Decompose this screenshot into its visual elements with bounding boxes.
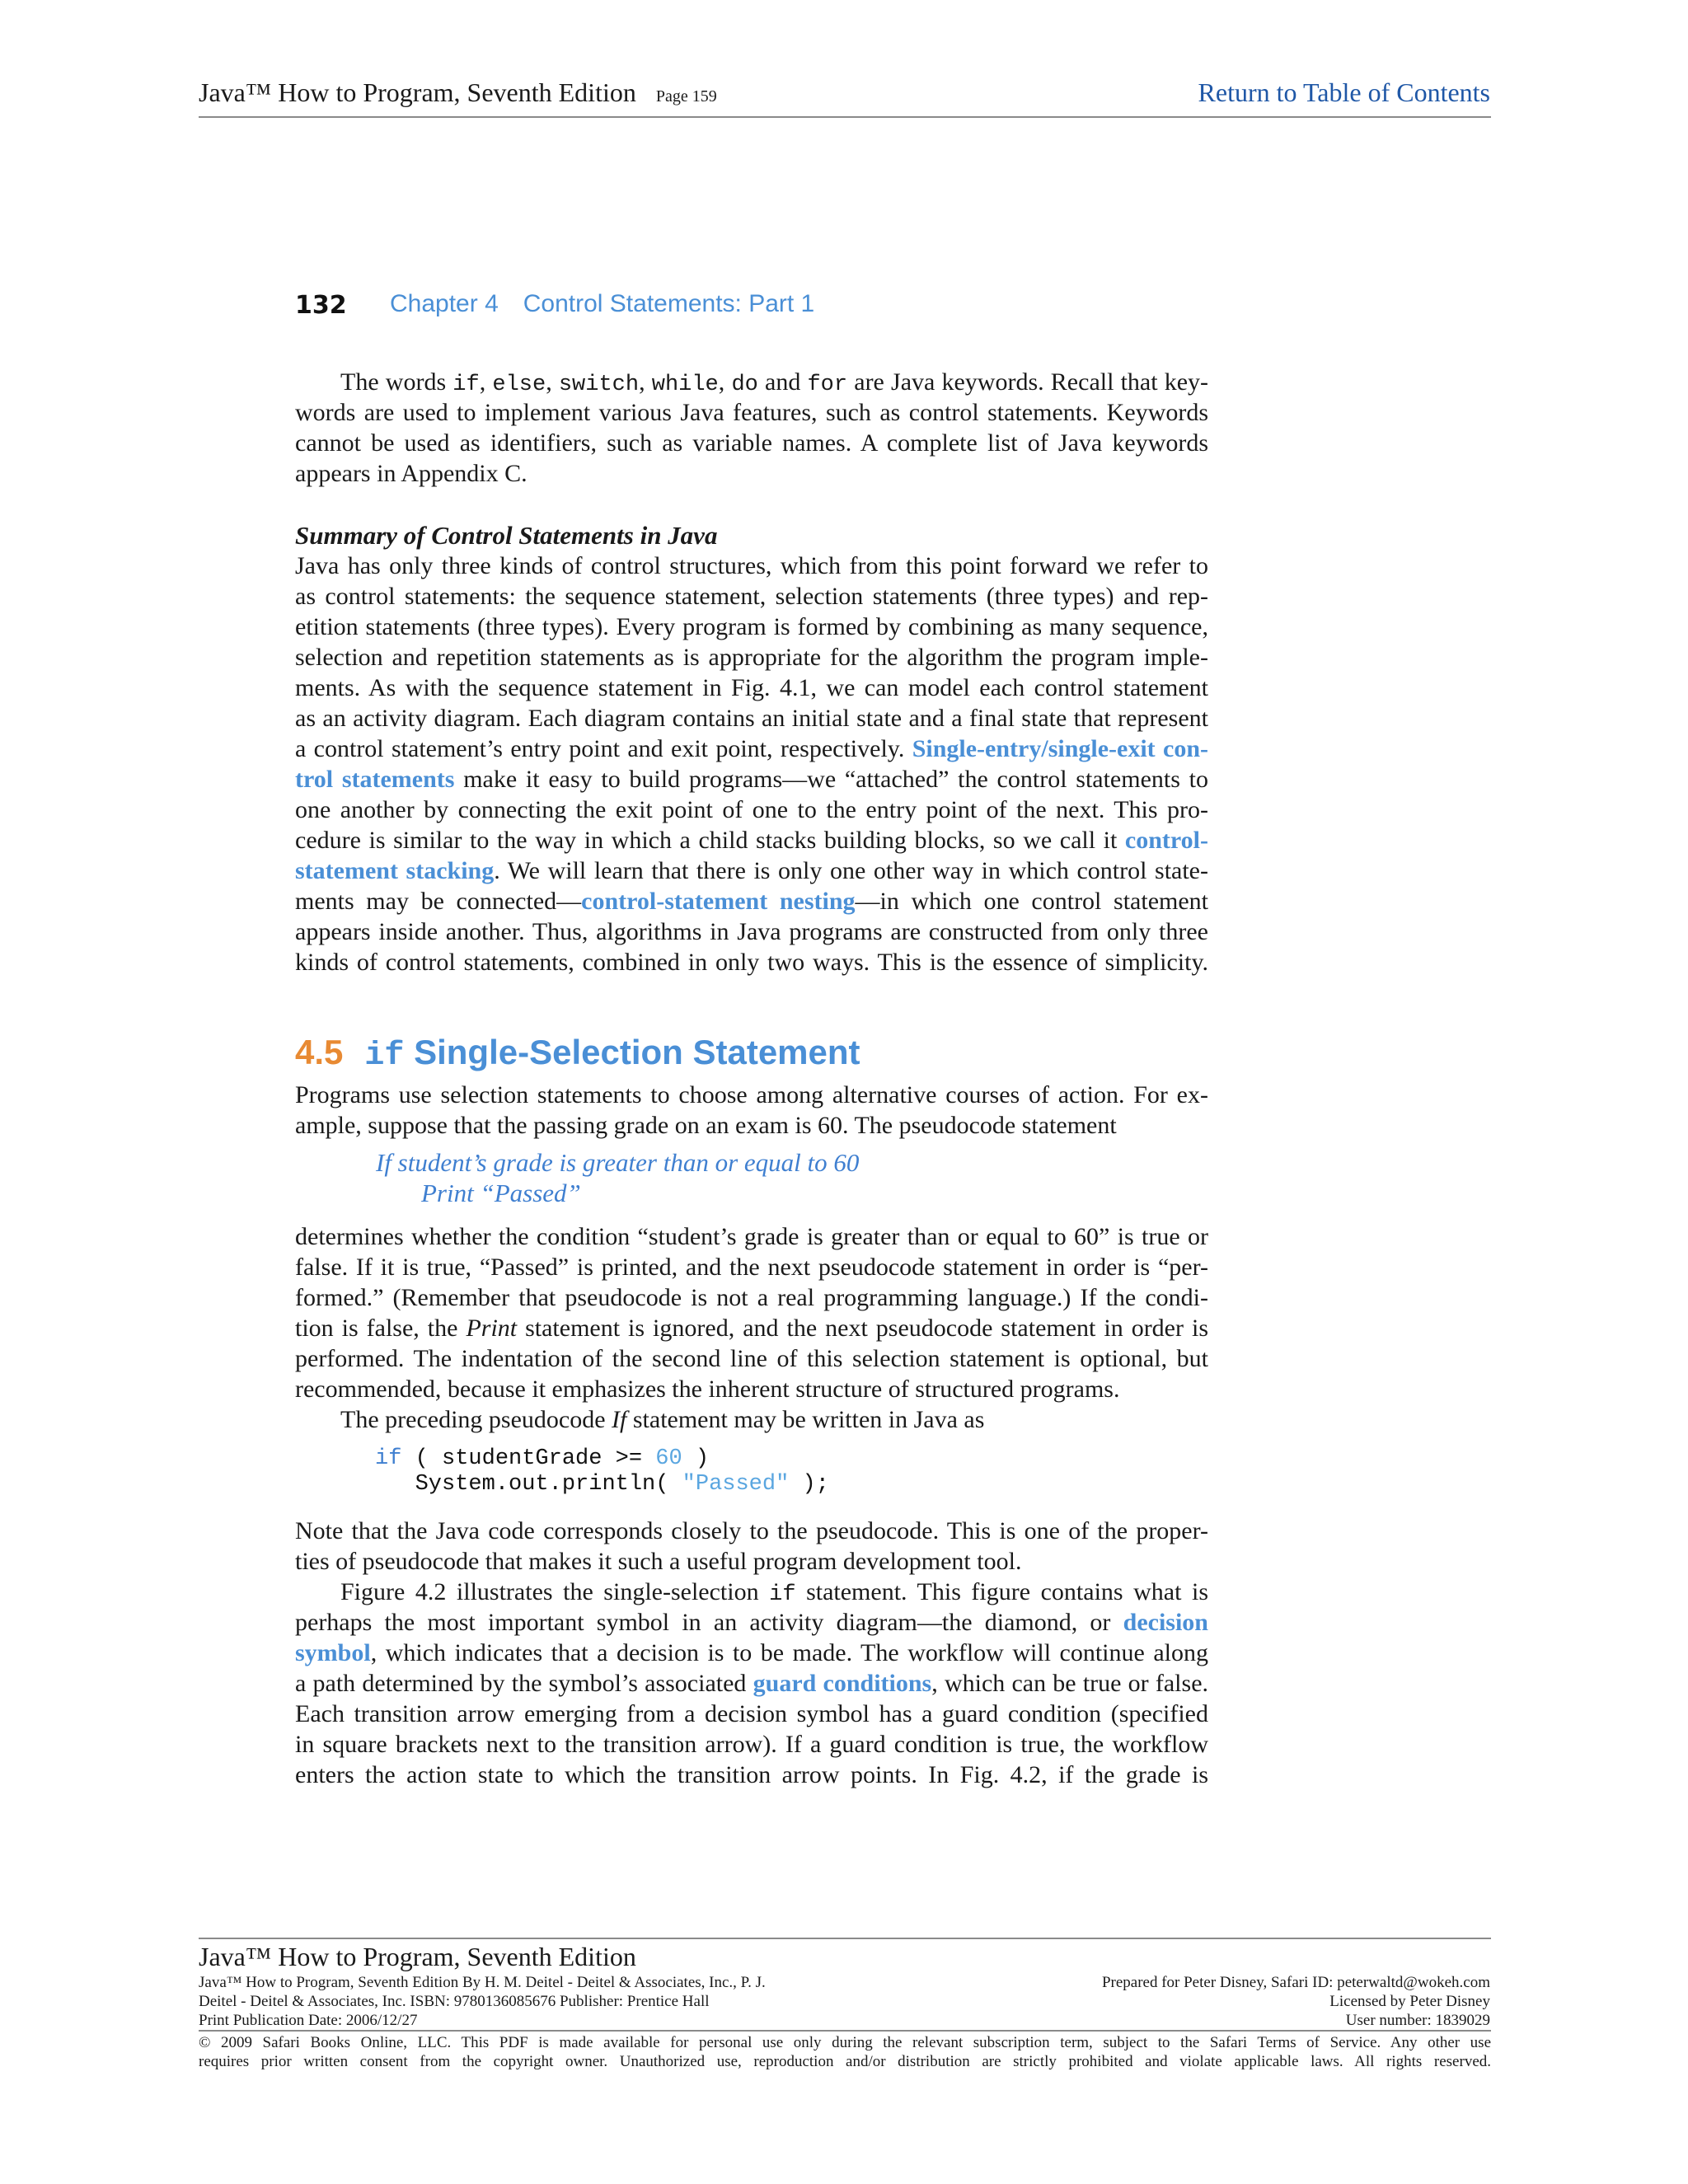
section-number: 4.5: [295, 1033, 344, 1071]
text-line: Java has only three kinds of control structures, which from this point forward we refer to: [295, 552, 1208, 579]
chapter-running-head: [390, 290, 814, 318]
text-line: Each transition arrow emerging from a decision symbol has a guard condition (specified: [295, 1700, 1208, 1727]
term-statement-stacking: statement stacking: [295, 857, 495, 884]
text-line: ample, suppose that the passing grade on an exam is 60. The pseudocode statement: [295, 1112, 1117, 1139]
text-line: Figure 4.2 illustrates the single-selection if statement. This figure contains what is: [340, 1578, 1208, 1607]
text-line: tion is false, the Print statement is ignored, and the next pseudocode statement in order is: [295, 1315, 1208, 1342]
footer-legal-line: requires prior written consent from the copyright owner. Unauthorized use, reproduction and/or distribution are strictly prohibited and violate applicable laws. All rights reserved.: [199, 2053, 1491, 2070]
text-line: false. If it is true, “Passed” is printed, and the next pseudocode statement in order is “per-: [295, 1254, 1208, 1281]
code-line-1: if ( studentGrade >= 60 ): [375, 1446, 710, 1471]
determines-paragraph: [295, 1221, 1208, 1435]
summary-paragraph: [295, 551, 1208, 977]
text-line: formed.” (Remember that pseudocode is not a real programming language.) If the condi-: [295, 1284, 1208, 1311]
footer-line: Print Publication Date: 2006/12/27: [199, 2012, 418, 2029]
footer-publication-info: [199, 1973, 766, 2030]
figure-paragraph: [295, 1577, 1208, 1790]
term-control-statement-nesting: control-statement nesting: [581, 888, 856, 915]
term-control-statement-stacking: control-: [1124, 827, 1208, 854]
text-line: enters the action state to which the transition arrow points. In Fig. 4.2, if the grade is: [295, 1761, 1208, 1788]
return-to-toc-link[interactable]: Return to Table of Contents: [1198, 77, 1490, 107]
term-decision: decision: [1123, 1609, 1208, 1636]
text-line: The preceding pseudocode If statement may be written in Java as: [340, 1406, 985, 1433]
footer-line: Java™ How to Program, Seventh Edition By H. M. Deitel - Deitel & Associates, Inc., P. J.: [199, 1974, 766, 1991]
section-code-word: if: [364, 1038, 405, 1075]
text-line: kinds of control statements, combined in only two ways. This is the essence of simplicity.: [295, 949, 1208, 976]
text-line: Programs use selection statements to choose among alternative courses of action. For ex-: [295, 1081, 1208, 1108]
note-paragraph: [295, 1516, 1208, 1577]
footer-copyright: [199, 2033, 1491, 2071]
book-page-number: 132: [295, 291, 347, 320]
text-line: etition statements (three types). Every program is formed by combining as many sequence,: [295, 613, 1208, 640]
footer-license-info: [1102, 1973, 1490, 2030]
header-title-text: Java™ How to Program, Seventh Edition: [199, 77, 636, 107]
section-title: Single-Selection Statement: [404, 1033, 860, 1071]
term-guard-conditions: guard conditions: [753, 1670, 932, 1697]
footer-line: Licensed by Peter Disney: [1329, 1993, 1490, 2010]
chapter-label: Chapter 4: [390, 290, 499, 317]
text-line: ties of pseudocode that makes it such a useful program development tool.: [295, 1548, 1022, 1575]
footer-book-title: Java™ How to Program, Seventh Edition: [199, 1942, 636, 1971]
term-control-statements: trol statements: [295, 766, 455, 793]
text-line: one another by connecting the exit point of one to the entry point of the next. This pro-: [295, 796, 1208, 823]
text-line: appears in Appendix C.: [295, 460, 528, 487]
text-line: as an activity diagram. Each diagram contains an initial state and a final state that represent: [295, 705, 1208, 732]
text-line: perhaps the most important symbol in an activity diagram—the diamond, or decision: [295, 1609, 1208, 1636]
text-line: in square brackets next to the transition arrow). If a guard condition is true, the workflow: [295, 1731, 1208, 1758]
text-line: selection and repetition statements as is appropriate for the algorithm the program imple-: [295, 644, 1208, 671]
text-line: statement stacking. We will learn that there is only one other way in which control state-: [295, 857, 1208, 884]
footer-line: User number: 1839029: [1345, 2012, 1490, 2029]
section-heading: [295, 1033, 860, 1075]
header-divider: [199, 116, 1491, 118]
text-line: appears inside another. Thus, algorithms in Java programs are constructed from only three: [295, 918, 1208, 945]
term-single-entry-exit: Single-entry/single-exit con-: [912, 735, 1209, 762]
footer-line: Prepared for Peter Disney, Safari ID: peterwaltd@wokeh.com: [1101, 1974, 1490, 1991]
footer-line: Deitel - Deitel & Associates, Inc. ISBN: 9780136085676 Publisher: Prentice Hall: [199, 1993, 710, 2010]
text-line: ments. As with the sequence statement in Fig. 4.1, we can model each control statement: [295, 674, 1208, 701]
text-line: ments may be connected—control-statement nesting—in which one control statement: [295, 888, 1208, 915]
text-line: a path determined by the symbol’s associated guard conditions, which can be true or false.: [295, 1670, 1209, 1697]
text-line: cannot be used as identifiers, such as variable names. A complete list of Java keywords: [295, 429, 1208, 457]
footer-divider-bottom: [199, 2030, 1491, 2032]
text-line: recommended, because it emphasizes the inherent structure of structured programs.: [295, 1376, 1120, 1403]
text-line: performed. The indentation of the second line of this selection statement is optional, but: [295, 1345, 1208, 1372]
code-line-2: System.out.println( "Passed" );: [375, 1472, 829, 1497]
text-line: cedure is similar to the way in which a child stacks building blocks, so we call it control-: [295, 827, 1208, 854]
chapter-title: Control Statements: Part 1: [523, 290, 815, 317]
term-symbol: symbol: [295, 1639, 371, 1666]
header-page-label: Page 159: [655, 87, 717, 105]
text-line: as control statements: the sequence statement, selection statements (three types) and rep-: [295, 583, 1208, 610]
keywords-paragraph: [295, 367, 1208, 489]
header-book-title: [199, 77, 717, 108]
text-line: The words if, else, switch, while, do and for are Java keywords. Recall that key-: [340, 368, 1209, 397]
text-line: Note that the Java code corresponds closely to the pseudocode. This is one of the proper-: [295, 1517, 1208, 1544]
text-line: trol statements make it easy to build programs—we “attached” the control statements to: [295, 766, 1208, 793]
footer-divider-top: [199, 1938, 1491, 1939]
selection-intro-paragraph: [295, 1080, 1208, 1141]
summary-heading: Summary of Control Statements in Java: [295, 521, 718, 550]
footer-legal-line: © 2009 Safari Books Online, LLC. This PDF is made available for personal use only during the relevant subscription term, subject to the Safari Terms of Service. Any other use: [199, 2034, 1491, 2051]
text-line: determines whether the condition “student’s grade is greater than or equal to 60” is true or: [295, 1223, 1208, 1250]
pseudocode-line-1: If student’s grade is greater than or equal to 60: [376, 1148, 860, 1177]
text-line: words are used to implement various Java features, such as control statements. Keywords: [295, 399, 1208, 426]
text-line: a control statement’s entry point and exit point, respectively. Single-entry/single-exit con-: [295, 735, 1209, 762]
pseudocode-line-2: Print “Passed”: [421, 1179, 581, 1207]
text-line: symbol, which indicates that a decision is to be made. The workflow will continue along: [295, 1639, 1208, 1666]
